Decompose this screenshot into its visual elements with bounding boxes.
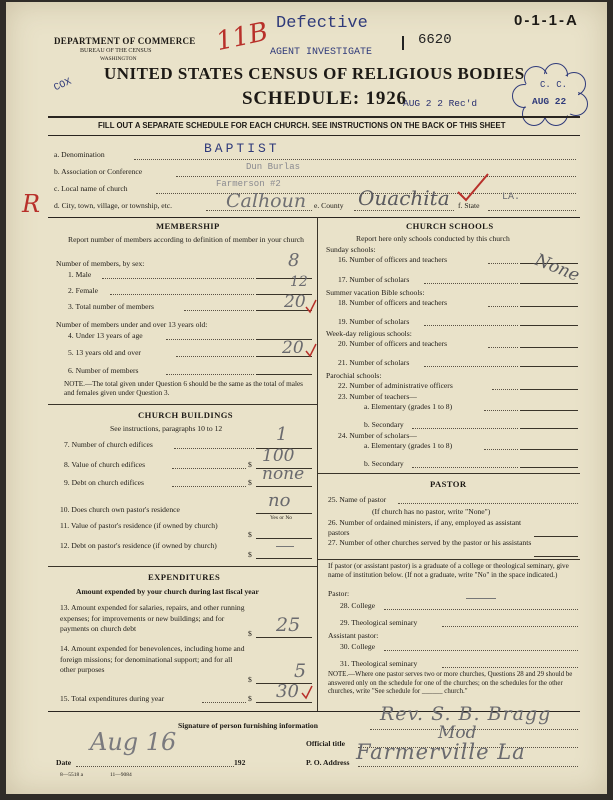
- official-title-value: Mod: [438, 723, 477, 743]
- q24b-line: [412, 467, 518, 468]
- q15-line: [202, 702, 246, 703]
- q7-label: 7. Number of church edifices: [64, 440, 153, 449]
- q15-answer-line: [256, 702, 312, 703]
- q2-line: [110, 294, 254, 295]
- q9-line: [172, 486, 246, 487]
- top-rule: [48, 116, 580, 118]
- q10-answer-line: [256, 513, 312, 514]
- signature-value: Rev. S. B. Bragg: [380, 703, 552, 725]
- q25-label: 25. Name of pastor: [328, 495, 387, 504]
- pastor-note: NOTE.—Where one pastor serves two or more churches, Questions 28 and 29 should be answered only on the schedule for one of the churches; on the schedules for the other churches, write "See schedule for ______ church.": [328, 671, 573, 696]
- q2-value: 12: [290, 274, 308, 290]
- cc-stamp-label: C. C.: [540, 80, 568, 90]
- q8-dollar: $: [248, 460, 252, 469]
- stamp-number: 6620: [418, 32, 452, 48]
- q23b-answer-line: [520, 428, 578, 429]
- q17-label: 17. Number of scholars: [338, 275, 410, 284]
- buildings-intro: See instructions, paragraphs 10 to 12: [110, 424, 223, 433]
- q27-answer-line: [534, 556, 578, 557]
- q26-label: 26. Number of ordained ministers, if any, employed as assistant pastors: [328, 518, 522, 537]
- pastor-heading: PASTOR: [430, 479, 467, 489]
- stamp-defective: Defective: [276, 14, 368, 33]
- q9-dollar: $: [248, 478, 252, 487]
- date-line: [76, 766, 234, 767]
- q4-label: 4. Under 13 years of age: [68, 331, 143, 340]
- membership-note: NOTE.—The total given under Question 6 should be the same as the total of males and females given under Question 3.: [64, 380, 303, 397]
- sunday-schools-label: Sunday schools:: [326, 245, 376, 254]
- po-address-value: Farmerville La: [356, 740, 526, 764]
- q18-answer-line: [520, 306, 578, 307]
- q25-sub: (If church has no pastor, write "None"): [372, 507, 491, 516]
- q30-label: 30. College: [340, 642, 376, 651]
- q24a-label: a. Elementary (grades 1 to 8): [364, 441, 453, 450]
- buildings-heading: CHURCH BUILDINGS: [138, 410, 233, 420]
- membership-heading: MEMBERSHIP: [156, 221, 220, 231]
- q23b-label: b. Secondary: [364, 420, 404, 429]
- age-intro: Number of members under and over 13 years old:: [56, 320, 208, 329]
- q4-line: [166, 339, 254, 340]
- form-number: 8—5518 a: [60, 772, 84, 778]
- q5-label: 5. 13 years old and over: [68, 348, 141, 357]
- denomination-value: BAPTIST: [204, 141, 280, 156]
- year-prefix: 192: [234, 758, 246, 767]
- buildings-rule: [48, 404, 317, 405]
- main-top-rule: [48, 217, 580, 218]
- column-divider: [317, 217, 318, 711]
- q23a-answer-line: [520, 410, 578, 411]
- red-check-q5: [304, 342, 318, 358]
- members-by-sex-label: Number of members, by sex:: [56, 259, 145, 268]
- q29-line: [442, 626, 578, 627]
- date-value: Aug 16: [90, 728, 177, 756]
- q21-answer-line: [520, 366, 578, 367]
- denomination-line: [134, 159, 576, 160]
- q15-label: 15. Total expenditures during year: [60, 694, 165, 703]
- schools-none-value: None: [531, 250, 583, 286]
- schools-intro: Report here only schools conducted by this church: [356, 234, 510, 243]
- denomination-label: a. Denomination: [54, 150, 105, 159]
- pastor-subheading: Pastor:: [328, 589, 350, 598]
- q19-label: 19. Number of scholars: [338, 317, 410, 326]
- form-code: 0-1-1-A: [514, 12, 579, 29]
- q3-value: 20: [284, 292, 306, 312]
- q15-dollar: $: [248, 694, 252, 703]
- expenditures-heading: EXPENDITURES: [148, 572, 221, 582]
- stamp-agent-investigate: AGENT INVESTIGATE: [270, 47, 373, 58]
- q28-dash-mark: [466, 598, 496, 599]
- q28-line: [384, 609, 578, 610]
- state-line: [488, 210, 576, 211]
- q31-line: [442, 667, 578, 668]
- q24-label: 24. Number of scholars—: [338, 431, 417, 440]
- q5-line: [176, 356, 254, 357]
- po-address-line: [358, 766, 578, 767]
- red-mark-r: R: [22, 190, 41, 218]
- assistant-pastor-subheading: Assistant pastor:: [328, 631, 379, 640]
- local-name-label: c. Local name of church: [54, 184, 128, 193]
- q5-value: 20: [282, 338, 304, 358]
- department-label: DEPARTMENT OF COMMERCE: [54, 36, 196, 46]
- q30-line: [384, 650, 578, 651]
- q13-label: 13. Amount expended for salaries, repairs, and other running expenses; for improvements or new buildings; and for payments on church debt: [60, 603, 245, 633]
- q13-answer-line: [256, 637, 312, 638]
- q20-answer-line: [520, 347, 578, 348]
- q24b-label: b. Secondary: [364, 459, 404, 468]
- q6-label: 6. Number of members: [68, 366, 139, 375]
- q28-label: 28. College: [340, 601, 376, 610]
- q9-label: 9. Debt on church edifices: [64, 478, 144, 487]
- city-label: WASHINGTON: [100, 56, 137, 62]
- q15-value: 30: [276, 681, 299, 702]
- vacation-schools-label: Summer vacation Bible schools:: [326, 288, 425, 297]
- q16-line: [488, 263, 518, 264]
- state-label: f. State: [458, 201, 480, 210]
- q7-line: [174, 448, 254, 449]
- q14-label: 14. Amount expended for benevolences, including home and foreign missions; for denominational support; and for all other purposes: [60, 644, 245, 674]
- q31-label: 31. Theological seminary: [340, 659, 418, 668]
- q8-label: 8. Value of church edifices: [64, 460, 146, 469]
- q23a-label: a. Elementary (grades 1 to 8): [364, 402, 453, 411]
- q23-label: 23. Number of teachers—: [338, 392, 417, 401]
- parochial-schools-label: Parochial schools:: [326, 371, 382, 380]
- q22-line: [492, 389, 518, 390]
- q19-answer-line: [520, 325, 578, 326]
- bureau-label: BUREAU OF THE CENSUS: [80, 48, 152, 54]
- q20-line: [488, 347, 518, 348]
- q22-label: 22. Number of administrative officers: [338, 381, 453, 390]
- q8-line: [172, 468, 246, 469]
- expenditures-intro: Amount expended by your church during last fiscal year: [76, 587, 259, 596]
- q14-value: 5: [294, 660, 307, 682]
- q9-answer-line: [256, 486, 312, 487]
- separate-schedule-instruction: FILL OUT A SEPARATE SCHEDULE FOR EACH CHURCH. SEE INSTRUCTIONS ON THE BACK OF THIS SHEET: [98, 121, 506, 130]
- association-label: b. Association or Conference: [54, 167, 143, 176]
- red-mark-11b: 11B: [213, 16, 271, 58]
- stamp-received: AUG 2 2 Rec'd: [403, 98, 478, 109]
- q14-dollar: $: [248, 675, 252, 684]
- weekday-schools-label: Week-day religious schools:: [326, 329, 412, 338]
- q2-label: 2. Female: [68, 286, 98, 295]
- q21-label: 21. Number of scholars: [338, 358, 410, 367]
- q6-line: [166, 374, 254, 375]
- red-check-q3: [304, 298, 318, 314]
- yes-no-hint: Yes or No: [270, 515, 293, 521]
- q11-dollar: $: [248, 530, 252, 539]
- red-check-mark: [454, 170, 494, 206]
- q29-label: 29. Theological seminary: [340, 618, 418, 627]
- official-title-label: Official title: [306, 739, 346, 748]
- q9-value: none: [262, 464, 305, 484]
- q3-label: 3. Total number of members: [68, 302, 155, 311]
- graduate-rule: [317, 559, 580, 560]
- po-address-label: P. O. Address: [306, 758, 350, 767]
- q23b-line: [412, 428, 518, 429]
- form-number-secondary: 11—9084: [110, 772, 132, 778]
- stamp-bar: [402, 36, 404, 50]
- q26-answer-line: [534, 536, 578, 537]
- county-line: [354, 210, 454, 211]
- q25-line: [398, 503, 578, 504]
- cc-stamp-date: AUG 22: [532, 96, 567, 107]
- q11-answer-line: [256, 538, 312, 539]
- q18-label: 18. Number of officers and teachers: [338, 298, 448, 307]
- q1-value: 8: [288, 250, 300, 271]
- graduate-instructions: If pastor (or assistant pastor) is a graduate of a college or theological seminary, give name of institution below. (If not a graduate, write "No" in the space indicated.): [328, 562, 569, 579]
- census-schedule-page: [6, 2, 607, 794]
- q1-line: [102, 278, 254, 279]
- q12-label: 12. Debt on pastor's residence (if owned by church): [60, 541, 217, 550]
- city-field-label: d. City, town, village, or township, etc.: [54, 201, 173, 210]
- q12-answer-line: [256, 558, 312, 559]
- schedule-year: SCHEDULE: 1926: [242, 88, 407, 109]
- city-value: Calhoun: [226, 190, 307, 212]
- q6-answer-line: [256, 374, 312, 375]
- q8-value: 100: [262, 446, 295, 466]
- q10-label: 10. Does church own pastor's residence: [60, 505, 180, 514]
- q23a-line: [484, 410, 518, 411]
- q3-line: [184, 310, 254, 311]
- q11-label: 11. Value of pastor's residence (if owned by church): [60, 521, 218, 530]
- q18-line: [488, 306, 518, 307]
- signature-label: Signature of person furnishing information: [178, 721, 318, 730]
- state-value: LA.: [502, 192, 521, 203]
- q24b-answer-line: [520, 467, 578, 468]
- q12-dollar: $: [248, 550, 252, 559]
- q21-line: [424, 366, 518, 367]
- q12-dash-mark: [276, 546, 294, 547]
- q24a-answer-line: [520, 449, 578, 450]
- q7-value: 1: [276, 424, 288, 445]
- q13-value: 25: [276, 614, 301, 636]
- mark-cox: COX: [52, 76, 74, 95]
- q20-label: 20. Number of officers and teachers: [338, 339, 448, 348]
- q17-line: [424, 283, 518, 284]
- q16-label: 16. Number of officers and teachers: [338, 255, 448, 264]
- q22-answer-line: [520, 389, 578, 390]
- schools-heading: CHURCH SCHOOLS: [406, 221, 494, 231]
- local-name-value: Farmerson #2: [216, 179, 281, 189]
- q27-label: 27. Number of other churches served by the pastor or his assistants: [328, 538, 532, 547]
- q13-dollar: $: [248, 629, 252, 638]
- pastor-rule: [317, 473, 580, 474]
- q24a-line: [484, 449, 518, 450]
- date-label: Date: [56, 758, 72, 767]
- q1-label: 1. Male: [68, 270, 92, 279]
- q19-line: [424, 325, 518, 326]
- expenditures-rule: [48, 566, 317, 567]
- red-check-q15: [300, 684, 314, 700]
- association-line: [176, 176, 576, 177]
- county-label: e. County: [314, 201, 344, 210]
- instruction-rule: [48, 135, 580, 136]
- county-value: Ouachita: [358, 186, 450, 210]
- association-value: Dun Burlas: [246, 162, 301, 172]
- form-title: UNITED STATES CENSUS OF RELIGIOUS BODIES: [104, 64, 525, 83]
- membership-intro: Report number of members according to definition of member in your church: [68, 235, 304, 244]
- q10-value: no: [268, 490, 291, 511]
